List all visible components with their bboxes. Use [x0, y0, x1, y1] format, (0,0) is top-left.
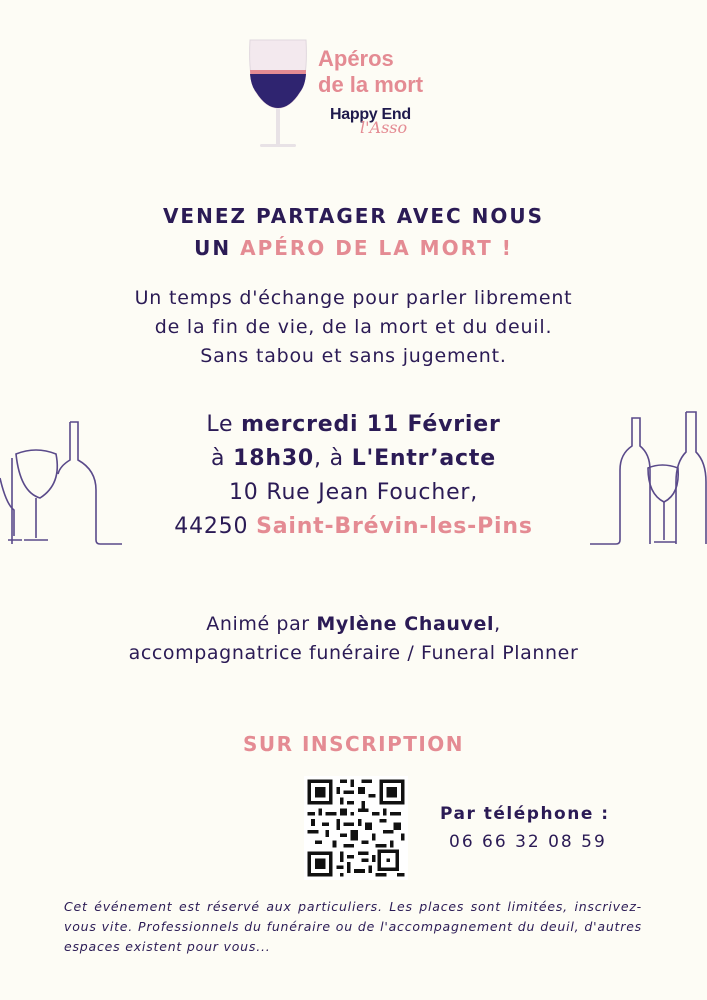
host-suffix: , [494, 613, 501, 635]
event-time: 18h30 [233, 446, 315, 471]
host-info [0, 610, 707, 668]
event-date-prefix: Le [206, 412, 234, 437]
logo-title-line1: Apéros [318, 46, 394, 71]
event-time-prefix: à [211, 446, 226, 471]
host-role: accompagnatrice funéraire / Funeral Planner [128, 642, 579, 664]
event-date-line [0, 408, 707, 442]
intro-line3: Sans tabou et sans jugement. [200, 345, 507, 367]
event-details [0, 408, 707, 544]
event-street: 10 Rue Jean Foucher, [228, 480, 479, 505]
intro-line2: de la fin de vie, de la mort et du deuil. [154, 316, 553, 338]
event-city: Saint-Brévin-les-Pins [256, 514, 533, 539]
logo-title-line2: de la mort [318, 72, 424, 97]
logo-brand-suffix: l'Asso [360, 118, 408, 137]
event-venue: L'Entr’acte [351, 446, 496, 471]
event-venue-prefix: , à [314, 446, 344, 471]
intro-line1: Un temps d'échange pour parler librement [134, 287, 573, 309]
event-postcode: 44250 [174, 514, 249, 539]
host-prefix: Animé par [206, 613, 310, 635]
host-name: Mylène Chauvel [316, 613, 495, 635]
phone-label: Par téléphone : [440, 804, 610, 824]
signup-title: SUR INSCRIPTION [242, 732, 465, 756]
phone-number[interactable]: 06 66 32 08 59 [449, 832, 607, 852]
event-time-line [0, 442, 707, 476]
headline-prefix: UN [194, 236, 232, 260]
headline-highlight: APÉRO DE LA MORT ! [240, 236, 513, 260]
qr-code[interactable] [304, 776, 408, 880]
footer-note: Cet événement est réservé aux particuliers. Les places sont limitées, inscrivez-vous vite. Professionnels du funéraire ou de l'accompagnement du deuil, d'autres espaces existent pour vous... [64, 899, 642, 954]
headline-line1: VENEZ PARTAGER AVEC NOUS [162, 204, 545, 228]
event-date: mercredi 11 Février [241, 412, 501, 437]
logo-brand: Happy End [330, 106, 411, 123]
logo-wine-glass-icon [246, 36, 310, 154]
headline-line2 [0, 236, 707, 260]
intro-text [0, 284, 707, 371]
host-line [0, 610, 707, 639]
event-city-line [0, 510, 707, 544]
